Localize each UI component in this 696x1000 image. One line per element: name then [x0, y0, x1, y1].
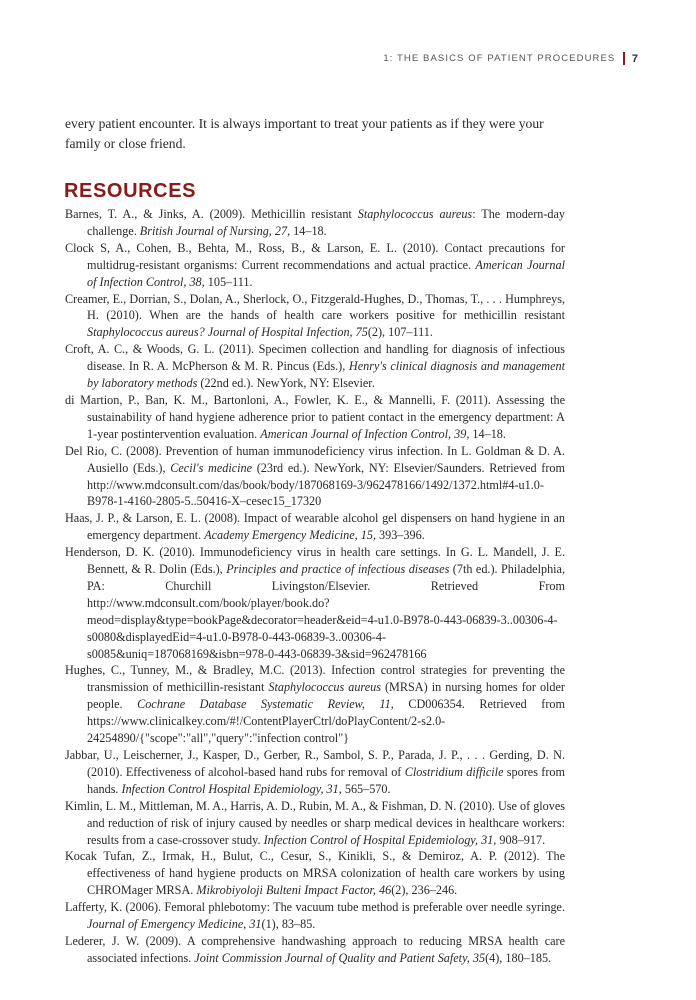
- reference-item: [65, 240, 565, 291]
- header-divider: [623, 52, 625, 65]
- reference-item: [65, 341, 565, 392]
- reference-italic-text: Henry's clinical diagnosis and management by laboratory methods: [87, 359, 565, 391]
- reference-text: Barnes, T. A., & Jinks, A. (2009). Methicillin resistant: [65, 207, 358, 221]
- reference-item: [65, 206, 565, 240]
- reference-text: Henderson, D. K. (2010). Immunodeficiency virus in health care settings. In G. L. Mandell, J. E. Bennett, & R. Dolin (Eds.),: [65, 545, 565, 577]
- reference-item: [65, 291, 565, 342]
- reference-text: Jabbar, U., Leischerner, J., Kasper, D., Gerber, R., Sambol, S. P., Parada, J. P., . . . Gerding, D. N. (2010). Effectiveness of alcohol-based hand rubs for removal of: [65, 748, 565, 779]
- reference-text: Creamer, E., Dorrian, S., Dolan, A., Sherlock, O., Fitzgerald-Hughes, D., Thomas, T., . . . Humphreys, H. (2010). When are the hands of health care workers positive for methicillin resistant: [65, 291, 565, 323]
- chapter-title: 1: THE BASICS OF PATIENT PROCEDURES: [383, 53, 616, 64]
- reference-italic-text: American Journal of Infection Control, 38,: [87, 257, 565, 289]
- page-number: 7: [631, 52, 638, 65]
- reference-text: (7th ed.). Philadelphia, PA: Churchill Livingston/Elsevier. Retrieved From http://www.mdconsult.com/book/player/book.do?meod=display&type=bookPage&decorator=header&eid=4-u1.0-B978-0-443-06839-3..00306-4-s0080&displayedEid=4-u1.0-B978-0-443-06839-3..00306-4-s0085&uniq=187068169&isbn=978-0-443-06839-3&sid=962478166: [87, 562, 566, 661]
- reference-italic-text: Principles and practice of infectious diseases: [226, 562, 450, 577]
- running-head: [383, 52, 638, 65]
- reference-item: [65, 392, 565, 443]
- reference-text: 908–917.: [496, 832, 546, 847]
- reference-text: Kimlin, L. M., Mittleman, M. A., Harris, A. D., Rubin, M. A., & Fishman, D. N. (2010). Use of gloves and reduction of risk of injury caused by needles or sharp medical devices in healthcare workers: results from a case-crossover study.: [65, 798, 566, 847]
- reference-text: (1), 83–85.: [261, 917, 316, 932]
- reference-text: Lederer, J. W. (2009). A comprehensive handwashing approach to reducing MRSA health care associated infections.: [65, 933, 565, 965]
- reference-text: 14–18.: [290, 223, 327, 238]
- reference-italic-text: Cochrane Database Systematic Review, 11,: [137, 697, 394, 712]
- reference-text: Kocak Tufan, Z., Irmak, H., Bulut, C., Cesur, S., Kinikli, S., & Demiroz, A. P. (2012). The effectiveness of hand hygiene products on MRSA colonization of health care workers by using CHROMager MRSA.: [65, 849, 565, 898]
- reference-italic-text: Staphylococcus aureus: [268, 680, 381, 695]
- reference-text: Haas, J. P., & Larson, E. L. (2008). Impact of wearable alcohol gel dispensers on hand hygiene in an emergency department.: [65, 511, 565, 543]
- reference-text: di Martion, P., Ban, K. M., Bartonloni, A., Fowler, K. E., & Mannelli, F. (2011). Assessing the sustainability of hand hygiene adherence prior to patient contact in the emergency department: A 1-year postintervention evaluation.: [65, 392, 565, 441]
- reference-italic-text: Staphylococcus aureus: [357, 207, 473, 221]
- section-title: RESOURCES: [64, 180, 197, 202]
- reference-italic-text: Joint Commission Journal of Quality and Patient Safety, 35: [194, 950, 486, 965]
- reference-text: spores from hands.: [87, 764, 565, 796]
- reference-italic-text: Cecil's medicine: [170, 460, 253, 475]
- reference-italic-text: Staphylococcus aureus? Journal of Hospital Infection, 75: [87, 325, 368, 340]
- reference-italic-text: Academy Emergency Medicine, 15,: [204, 528, 376, 543]
- reference-text: 105–111.: [204, 274, 253, 289]
- reference-text: (22nd ed.). NewYork, NY: Elsevier.: [197, 376, 375, 391]
- reference-text: Hughes, C., Tunney, M., & Bradley, M.C. (2013). Infection control strategies for preventing the transmission of methicillin-resistant: [65, 663, 565, 695]
- intro-paragraph: every patient encounter. It is always important to treat your patients as if they were your family or close friend.: [65, 116, 544, 151]
- reference-text: (2), 236–246.: [391, 883, 458, 898]
- reference-item: [65, 933, 565, 967]
- reference-text: 393–396.: [376, 528, 425, 543]
- reference-text: Croft, A. C., & Woods, G. L. (2011). Specimen collection and handling for diagnosis of infectious disease. In R. A. McPherson & M. R. Pincus (Eds.),: [65, 342, 565, 374]
- reference-text: Lafferty, K. (2006). Femoral phlebotomy: The vacuum tube method is preferable over needle syringe.: [65, 900, 565, 915]
- reference-item: [65, 544, 565, 662]
- reference-italic-text: Clostridium difficile: [404, 764, 504, 779]
- reference-text: Clock S, A., Cohen, B., Behta, M., Ross, B., & Larson, E. L. (2010). Contact precautions for multidrug-resistant organisms: Current recommendations and actual practice.: [65, 240, 565, 272]
- reference-italic-text: Infection Control of Hospital Epidemiology, 31,: [263, 832, 497, 847]
- reference-text: 565–570.: [341, 781, 391, 796]
- reference-item: [65, 510, 565, 544]
- reference-text: (MRSA) in nursing homes for older people.: [87, 680, 565, 712]
- reference-item: [65, 899, 565, 933]
- reference-list: [65, 206, 565, 967]
- reference-italic-text: Infection Control Hospital Epidemiology, 31,: [121, 781, 342, 796]
- reference-item: [65, 798, 565, 849]
- reference-text: 14–18.: [469, 426, 506, 441]
- reference-italic-text: American Journal of Infection Control, 39,: [260, 426, 470, 441]
- reference-text: CD006354. Retrieved from https://www.clinicalkey.com/#!/ContentPlayerCtrl/doPlayContent/2-s2.0-24254890/{"scope":"all","query":"infection control"}: [87, 697, 565, 746]
- reference-item: [65, 848, 565, 899]
- reference-item: [65, 747, 565, 798]
- reference-italic-text: British Journal of Nursing, 27,: [139, 223, 291, 238]
- reference-italic-text: Mikrobiyoloji Bulteni Impact Factor, 46: [196, 883, 392, 898]
- reference-text: (4), 180–185.: [485, 950, 552, 965]
- reference-italic-text: Journal of Emergency Medicine, 31: [87, 917, 262, 932]
- reference-item: [65, 443, 565, 511]
- reference-text: : The modern-day challenge.: [87, 207, 566, 238]
- reference-item: [65, 662, 565, 747]
- reference-text: Del Rio, C. (2008). Prevention of human immunodeficiency virus infection. In L. Goldman & D. A. Ausiello (Eds.),: [65, 443, 565, 475]
- reference-text: (23rd ed.). NewYork, NY: Elsevier/Saunders. Retrieved from http://www.mdconsult.com/das/book/body/187068169-3/962478166/1492/1372.html#4-u1.0-B978-1-4160-2805-5..50416-X–cesec15_17320: [87, 460, 566, 509]
- reference-text: (2), 107–111.: [367, 325, 433, 340]
